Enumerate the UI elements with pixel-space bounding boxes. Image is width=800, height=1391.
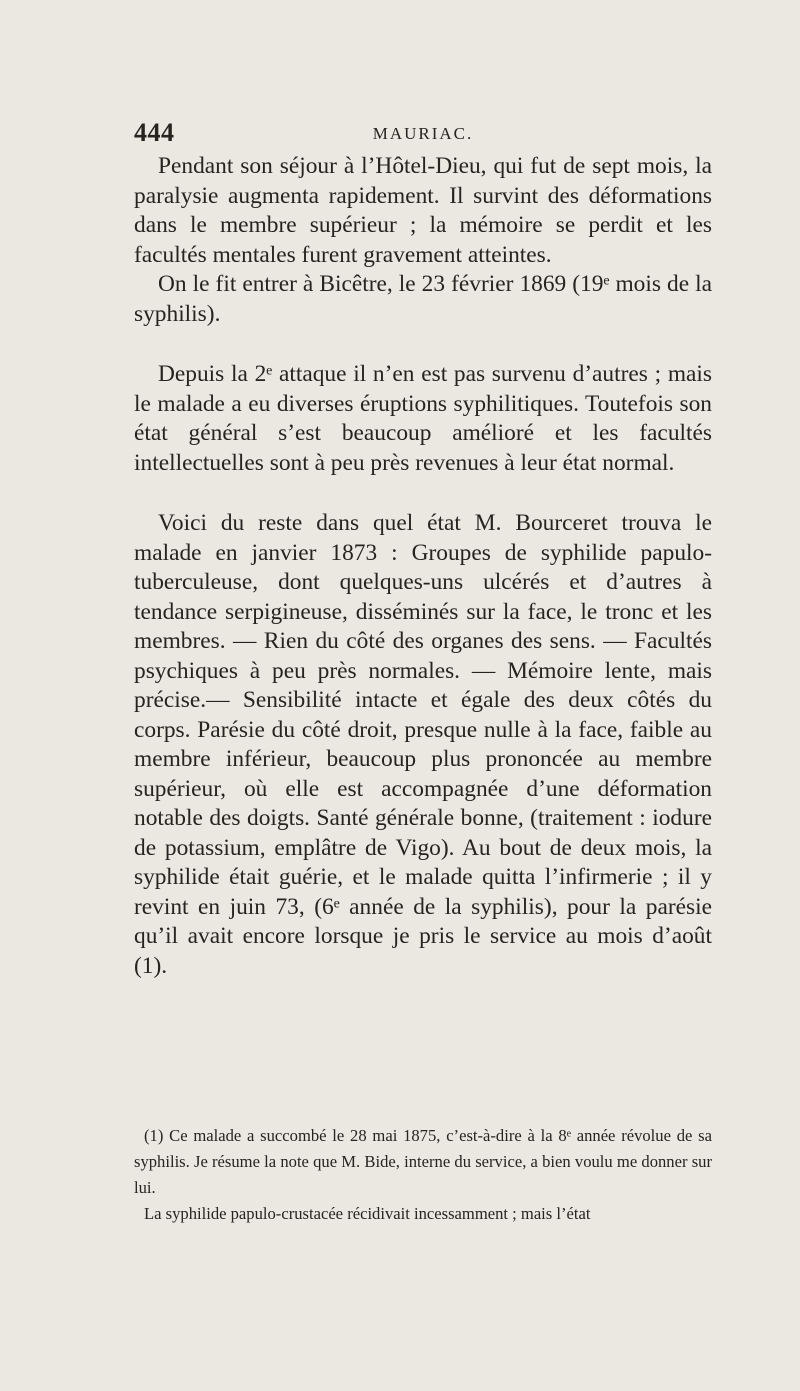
body-text xyxy=(134,152,712,981)
paragraph-hotel-dieu: Pendant son séjour à l’Hôtel-Dieu, qui fut de sept mois, la paralysie augmenta rapidement. Il survint des déformations dans le membre supérieur ; la mémoire se perdit et les facultés mentales furent gravement atteintes. xyxy=(134,153,712,268)
footnotes xyxy=(134,1123,712,1227)
running-head: MAURIAC. xyxy=(372,124,474,143)
paragraph-bicetre: On le fit entrer à Bicêtre, le 23 février 1869 (19ᵉ mois de la syphilis). xyxy=(134,271,712,327)
footnote-1: (1) Ce malade a succombé le 28 mai 1875, c’est-à-dire à la 8ᵉ année révolue de sa syphilis. Je résume la note que M. Bide, interne du service, a bien voulu me donner sur lui. xyxy=(134,1126,712,1197)
page-number: 444 xyxy=(134,118,175,147)
paragraph-second-attack: Depuis la 2ᵉ attaque il n’en est pas survenu d’autres ; mais le malade a eu diverses éruptions syphilitiques. Toutefois son état général s’est beaucoup amélioré et les facultés intellectuelles sont à peu près revenues à leur état normal. xyxy=(134,361,712,476)
page-header xyxy=(134,118,712,148)
footnote-continuation: La syphilide papulo-crustacée récidivait incessamment ; mais l’état xyxy=(144,1204,591,1223)
paragraph-january-1873: Voici du reste dans quel état M. Bourceret trouva le malade en janvier 1873 : Groupes de syphilide papulo-tuberculeuse, dont quelques-uns ulcérés et d’autres à tendance serpigineuse, disséminés sur la face, le tronc et les membres. — Rien du côté des organes des sens. — Facultés psychiques à peu près normales. — Mémoire lente, mais précise.— Sensibilité intacte et égale des deux côtés du corps. Parésie du côté droit, presque nulle à la face, faible au membre inférieur, beaucoup plus prononcée au membre supérieur, où elle est accompagnée d’une déformation notable des doigts. Santé générale bonne, (traitement : iodure de potassium, emplâtre de Vigo). Au bout de deux mois, la syphilide était guérie, et le malade quitta l’infirmerie ; il y revint en juin 73, (6ᵉ année de la syphilis), pour la parésie qu’il avait encore lorsque je pris le service au mois d’août (1). xyxy=(134,510,712,979)
